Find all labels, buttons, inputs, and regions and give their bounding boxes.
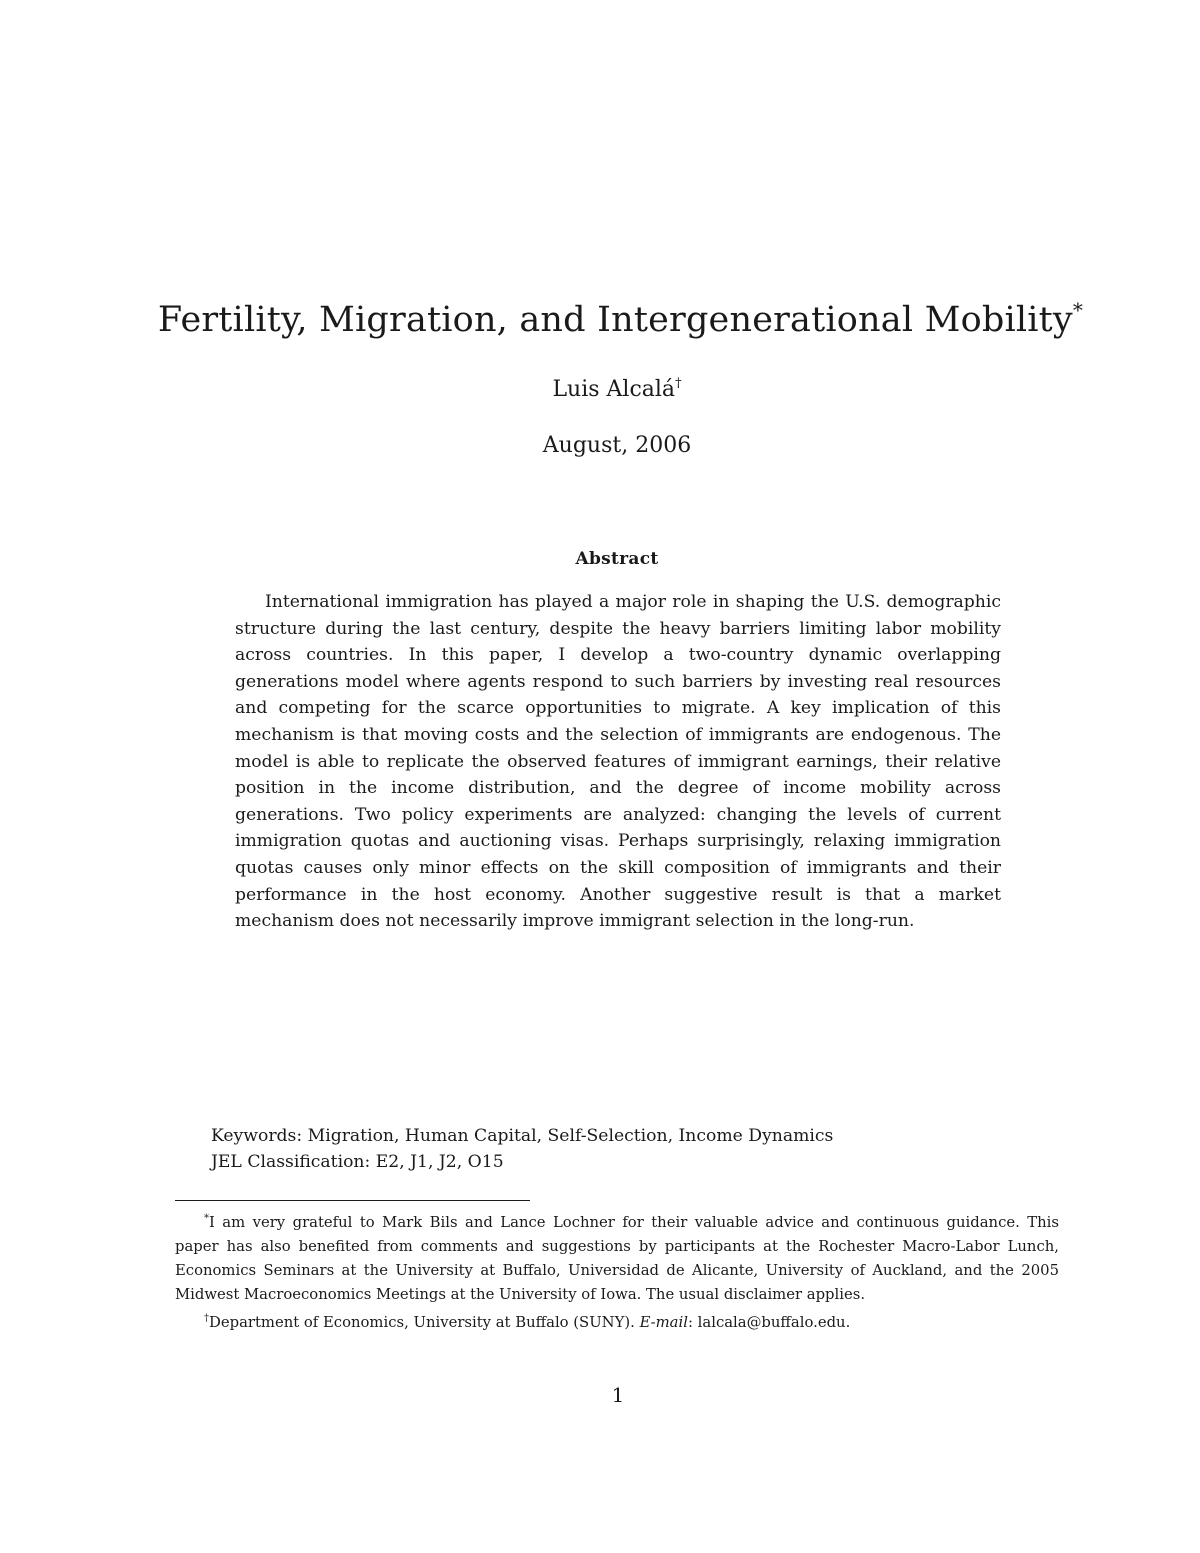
jel-classification-line: JEL Classification: E2, J1, J2, O15 xyxy=(211,1152,504,1172)
footnotes-block xyxy=(175,1207,1059,1335)
footnote-divider xyxy=(175,1200,530,1201)
abstract-body: International immigration has played a major role in shaping the U.S. demographic structure during the last century, despite the heavy barriers limiting labor mobility across countries. In this paper, I develop a two-country dynamic overlapping generations model where agents respond to such barriers by investing real resources and competing for the scarce opportunities to migrate. A key implication of this mechanism is that moving costs and the selection of immigrants are endogenous. The model is able to replicate the observed features of immigrant earnings, their relative position in the income distribution, and the degree of income mobility across generations. Two policy experiments are analyzed: changing the levels of current immigration quotas and auctioning visas. Perhaps surprisingly, relaxing immigration quotas causes only minor effects on the skill composition of immigrants and their performance in the host economy. Another suggestive result is that a market mechanism does not necessarily improve immigrant selection in the long-run. xyxy=(235,592,1001,932)
publication-date: August, 2006 xyxy=(542,433,692,458)
footnote-acknowledgements xyxy=(175,1207,1059,1307)
title-footnote-marker: * xyxy=(1072,298,1084,322)
page-number: 1 xyxy=(611,1383,625,1407)
title-text: Fertility, Migration, and Intergenerational Mobility xyxy=(157,300,1073,340)
footnote-affiliation xyxy=(175,1307,1059,1335)
footnote-marker: * xyxy=(204,1213,209,1224)
footnote-text: Department of Economics, University at Buffalo (SUNY). xyxy=(209,1314,640,1331)
email-label: E-mail xyxy=(639,1314,688,1331)
author-text: Luis Alcalá xyxy=(552,377,676,402)
keywords-block xyxy=(211,1123,833,1175)
footnote-text: I am very grateful to Mark Bils and Lance Lochner for their valuable advice and continuous guidance. This paper has also benefited from comments and suggestions by participants at the Rochester Macro-Labor Lunch, Economics Seminars at the University at Buffalo, Universidad de Alicante, University of Auckland, and the 2005 Midwest Macroeconomics Meetings at the University of Iowa. The usual disclaimer applies. xyxy=(175,1214,1059,1303)
keywords-line: Keywords: Migration, Human Capital, Self-Selection, Income Dynamics xyxy=(211,1126,834,1146)
abstract-heading: Abstract xyxy=(575,549,659,569)
email-address: : lalcala@buffalo.edu. xyxy=(687,1314,851,1331)
paper-title xyxy=(0,298,1200,340)
footnote-marker: † xyxy=(204,1313,209,1324)
author-footnote-marker: † xyxy=(675,376,682,391)
author-name xyxy=(0,376,1200,402)
